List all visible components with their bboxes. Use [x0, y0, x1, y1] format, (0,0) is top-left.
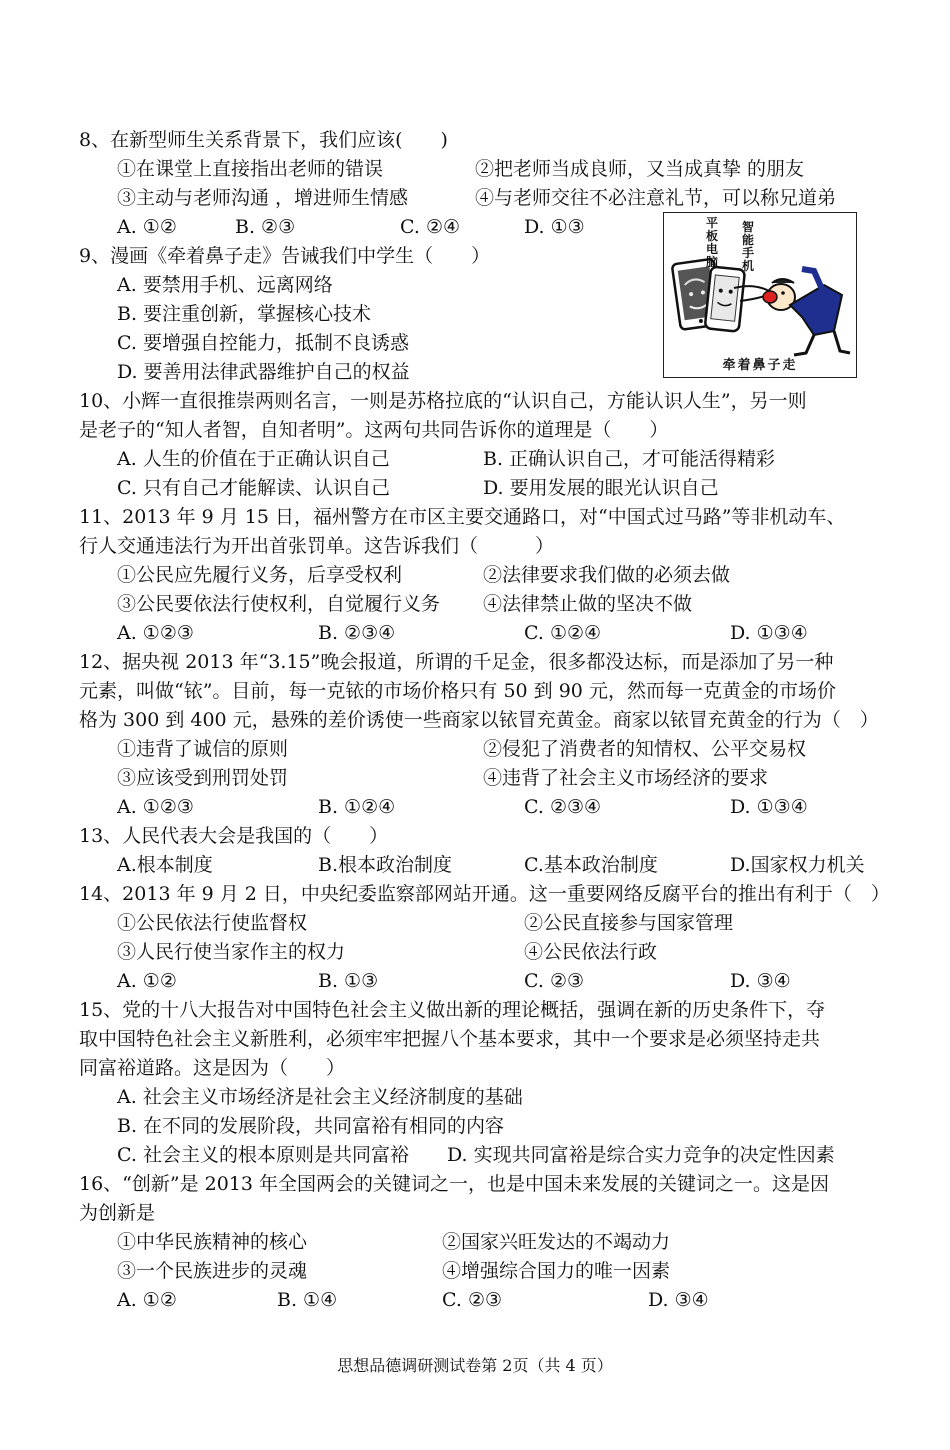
q12-option-b: B. ①②④ — [318, 796, 396, 818]
q13-option-c: C.基本政治制度 — [524, 854, 658, 876]
q12-statement-4: ④违背了社会主义市场经济的要求 — [483, 767, 769, 789]
q14-option-b: B. ①③ — [318, 970, 379, 992]
q14-statement-1: ①公民依法行使监督权 — [117, 912, 308, 934]
question-15-stem-3: 同富裕道路。这是因为（ ） — [79, 1057, 346, 1079]
question-16-stem-1: 16、“创新”是 2013 年全国两会的关键词之一，也是中国未来发展的关键词之一。这是因 — [79, 1173, 830, 1195]
q10-option-c: C. 只有自己才能解读、认识自己 — [117, 477, 390, 499]
q16-statement-4: ④增强综合国力的唯一因素 — [442, 1260, 671, 1282]
q8-option-d: D. ①③ — [524, 216, 585, 238]
question-14-stem: 14、2013 年 9 月 2 日，中央纪委监察部网站开通。这一重要网络反腐平台的推出有利于（ ） — [79, 883, 890, 905]
q16-option-a: A. ①② — [117, 1289, 177, 1311]
q11-option-a: A. ①②③ — [117, 622, 194, 644]
q12-option-c: C. ②③④ — [524, 796, 602, 818]
q8-option-c: C. ②④ — [400, 216, 461, 238]
cartoon-label-tablet: 平板电脑 — [706, 216, 719, 269]
q10-option-a: A. 人生的价值在于正确认识自己 — [117, 448, 390, 470]
q16-option-d: D. ③④ — [648, 1289, 709, 1311]
q14-statement-2: ②公民直接参与国家管理 — [524, 912, 734, 934]
q13-option-a: A.根本制度 — [117, 854, 213, 876]
q14-statement-3: ③人民行使当家作主的权力 — [117, 941, 346, 963]
question-15-stem-2: 取中国特色社会主义新胜利，必须牢牢把握八个基本要求，其中一个要求是必须坚持走共 — [79, 1028, 821, 1050]
q16-statement-2: ②国家兴旺发达的不竭动力 — [442, 1231, 671, 1253]
cartoon-drawing — [664, 213, 855, 376]
q16-statement-3: ③一个民族进步的灵魂 — [117, 1260, 308, 1282]
q8-statement-1: ①在课堂上直接指出老师的错误 — [117, 158, 384, 180]
question-10-stem-2: 是老子的“知人者智，自知者明”。这两句共同告诉你的道理是（ ） — [79, 419, 669, 441]
cartoon-image — [663, 212, 857, 378]
q14-statement-4: ④公民依法行政 — [524, 941, 658, 963]
q9-option-c: C. 要增强自控能力，抵制不良诱惑 — [117, 332, 409, 354]
q9-option-b: B. 要注重创新，掌握核心技术 — [117, 303, 372, 325]
question-16-stem-2: 为创新是 — [79, 1202, 156, 1224]
question-11-stem-1: 11、2013 年 9 月 15 日，福州警方在市区主要交通路口，对“中国式过马路”等非机动车、 — [79, 506, 846, 528]
q8-statement-3: ③主动与老师沟通 ，增进师生情感 — [117, 187, 409, 209]
q14-option-a: A. ①② — [117, 970, 177, 992]
q14-option-d: D. ③④ — [730, 970, 791, 992]
q11-option-d: D. ①③④ — [730, 622, 808, 644]
q8-option-a: A. ①② — [117, 216, 177, 238]
q12-option-d: D. ①③④ — [730, 796, 808, 818]
q15-option-a: A. 社会主义市场经济是社会主义经济制度的基础 — [117, 1086, 523, 1108]
q8-option-b: B. ②③ — [235, 216, 296, 238]
q12-option-a: A. ①②③ — [117, 796, 194, 818]
question-12-stem-3: 格为 300 到 400 元，悬殊的差价诱使一些商家以铱冒充黄金。商家以铱冒充黄金的行为（ ） — [79, 709, 879, 731]
q13-option-d: D.国家权力机关 — [730, 854, 865, 876]
q10-option-d: D. 要用发展的眼光认识自己 — [483, 477, 719, 499]
question-15-stem-1: 15、党的十八大报告对中国特色社会主义做出新的理论概括，强调在新的历史条件下，夺 — [79, 999, 826, 1021]
q15-option-b: B. 在不同的发展阶段，共同富裕有相同的内容 — [117, 1115, 505, 1137]
q12-statement-1: ①违背了诚信的原则 — [117, 738, 289, 760]
question-10-stem-1: 10、小辉一直很推崇两则名言，一则是苏格拉底的“认识自己，方能认识人生”，另一则 — [79, 390, 807, 412]
q8-statement-2: ②把老师当成良师，又当成真挚 的朋友 — [475, 158, 805, 180]
q11-statement-2: ②法律要求我们做的必须去做 — [483, 564, 731, 586]
q11-statement-3: ③公民要依法行使权利，自觉履行义务 — [117, 593, 441, 615]
question-13-stem: 13、人民代表大会是我国的（ ） — [79, 825, 389, 847]
q9-option-a: A. 要禁用手机、远离网络 — [117, 274, 333, 296]
q9-option-d: D. 要善用法律武器维护自己的权益 — [117, 361, 410, 383]
q11-statement-1: ①公民应先履行义务，后享受权利 — [117, 564, 403, 586]
q13-option-b: B.根本政治制度 — [318, 854, 453, 876]
q11-option-b: B. ②③④ — [318, 622, 396, 644]
question-8-stem: 8、在新型师生关系背景下，我们应该( ) — [79, 129, 448, 151]
q12-statement-3: ③应该受到刑罚处罚 — [117, 767, 289, 789]
q10-option-b: B. 正确认识自己，才可能活得精彩 — [483, 448, 776, 470]
page-footer: 思想品德调研测试卷第 2页（共 4 页） — [337, 1356, 613, 1375]
question-12-stem-2: 元素，叫做“铱”。目前，每一克铱的市场价格只有 50 到 90 元，然而每一克黄金的市场价 — [79, 680, 836, 702]
cartoon-label-phone: 智能手机 — [742, 220, 755, 273]
question-11-stem-2: 行人交通违法行为开出首张罚单。这告诉我们（ ） — [79, 535, 555, 557]
q15-option-cd: C. 社会主义的根本原则是共同富裕 D. 实现共同富裕是综合实力竞争的决定性因素 — [117, 1144, 835, 1166]
q11-statement-4: ④法律禁止做的坚决不做 — [483, 593, 693, 615]
q16-option-b: B. ①④ — [277, 1289, 338, 1311]
q14-option-c: C. ②③ — [524, 970, 585, 992]
q11-option-c: C. ①②④ — [524, 622, 602, 644]
q16-statement-1: ①中华民族精神的核心 — [117, 1231, 308, 1253]
question-12-stem-1: 12、据央视 2013 年“3.15”晚会报道，所谓的千足金，很多都没达标，而是添加了另一种 — [79, 651, 834, 673]
question-9-stem: 9、漫画《牵着鼻子走》告诫我们中学生（ ） — [79, 245, 491, 267]
q12-statement-2: ②侵犯了消费者的知情权、公平交易权 — [483, 738, 807, 760]
q8-statement-4: ④与老师交往不必注意礼节，可以称兄道弟 — [475, 187, 837, 209]
cartoon-caption: 牵着鼻子走 — [722, 358, 798, 373]
q16-option-c: C. ②③ — [442, 1289, 503, 1311]
